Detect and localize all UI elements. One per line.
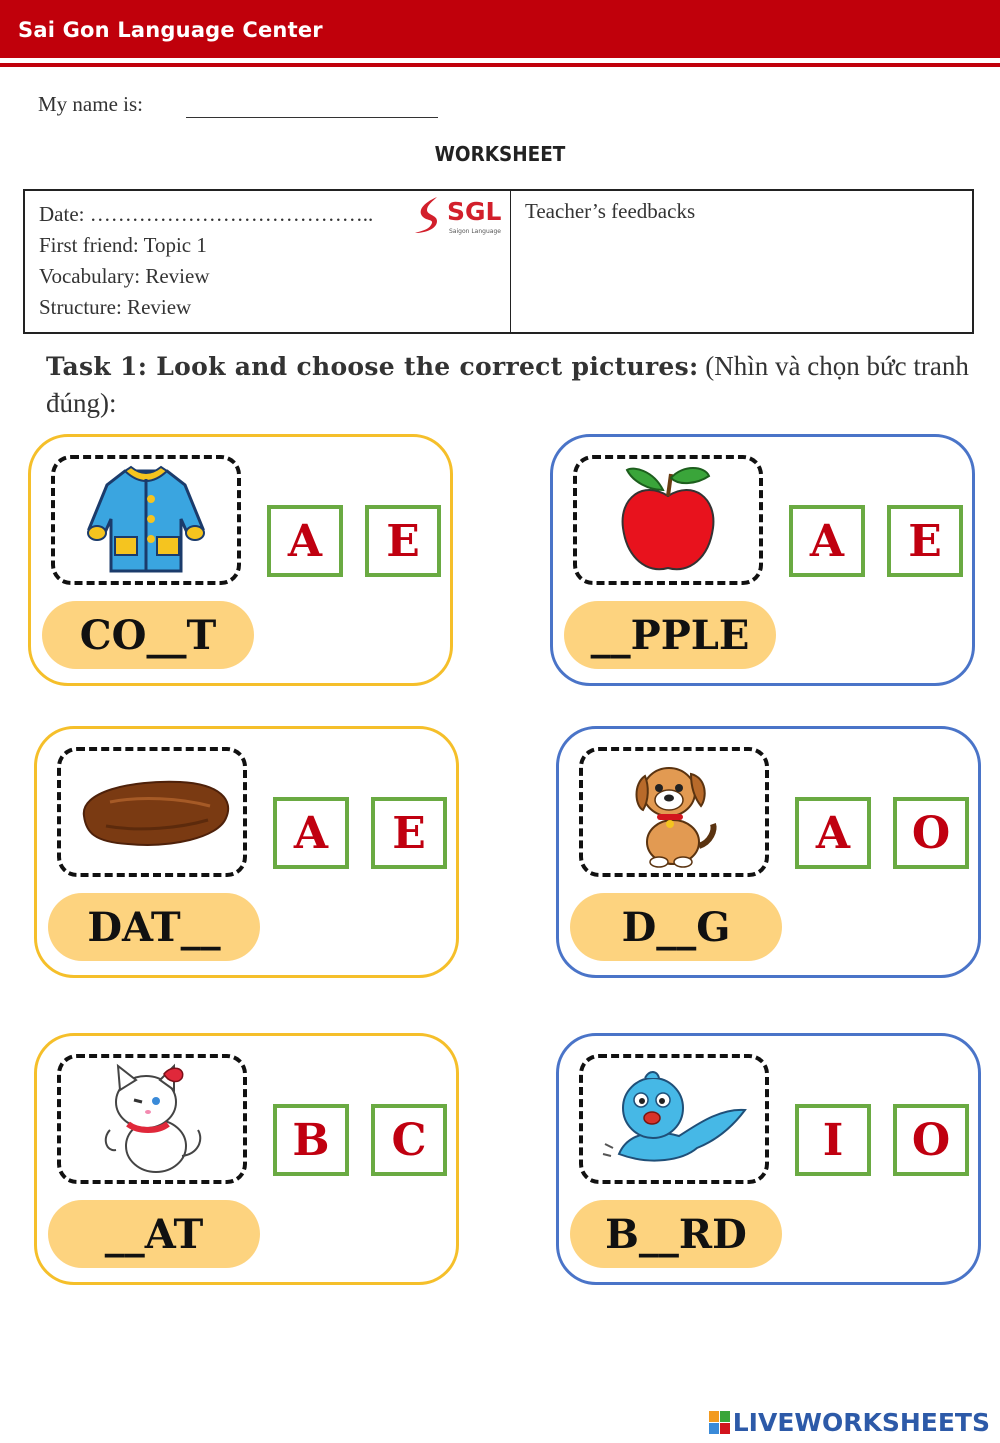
- header-title: Sai Gon Language Center: [18, 18, 323, 42]
- option-box-a[interactable]: A: [789, 505, 865, 577]
- word-pill: CO__T: [42, 601, 254, 669]
- date-fruit-icon: [70, 772, 234, 852]
- task-title: Task 1: Look and choose the correct pictures:: [46, 352, 699, 381]
- topic-line: First friend: Topic 1: [39, 233, 207, 257]
- exercise-card-date: [34, 726, 459, 978]
- sgl-swoosh-icon: [413, 195, 447, 235]
- sgl-logo-subtext: Saigon Language: [449, 228, 501, 235]
- option-box-o[interactable]: O: [893, 797, 969, 869]
- info-table: [23, 189, 974, 334]
- option-box-c[interactable]: C: [371, 1104, 447, 1176]
- header-bar: [0, 0, 1000, 58]
- word-pill: B__RD: [570, 1200, 782, 1268]
- picture-frame: [573, 455, 763, 585]
- date-line: Date: …………………………………..: [39, 202, 374, 226]
- picture-frame: [579, 1054, 769, 1184]
- structure-line: Structure: Review: [39, 295, 192, 319]
- liveworksheets-text: LIVEWORKSHEETS: [732, 1408, 990, 1437]
- picture-frame: [579, 747, 769, 877]
- task-instruction: (Nhìn và chọn bức tranh đúng):: [46, 351, 969, 418]
- vocabulary-line: Vocabulary: Review: [39, 264, 210, 288]
- word-pill: D__G: [570, 893, 782, 961]
- exercise-card-apple: [550, 434, 975, 686]
- exercise-card-coat: [28, 434, 453, 686]
- liveworksheets-logo: [709, 1408, 990, 1437]
- exercise-card-cat: [34, 1033, 459, 1285]
- bird-icon: [599, 1070, 749, 1168]
- cat-icon: [94, 1060, 210, 1178]
- name-label: My name is:: [38, 92, 143, 116]
- liveworksheets-icon: [709, 1411, 731, 1435]
- exercise-card-bird: [556, 1033, 981, 1285]
- dog-icon: [629, 754, 719, 870]
- word-pill: DAT__: [48, 893, 260, 961]
- option-box-b[interactable]: B: [273, 1104, 349, 1176]
- word-pill: __AT: [48, 1200, 260, 1268]
- option-box-e[interactable]: E: [371, 797, 447, 869]
- worksheet-title: WORKSHEET: [434, 142, 566, 166]
- task-heading: [46, 348, 971, 421]
- teacher-feedback-label: Teacher’s feedbacks: [525, 199, 696, 223]
- option-box-e[interactable]: E: [365, 505, 441, 577]
- option-box-e[interactable]: E: [887, 505, 963, 577]
- word-pill: __PPLE: [564, 601, 776, 669]
- option-box-a[interactable]: A: [273, 797, 349, 869]
- sgl-logo: [413, 195, 509, 239]
- header-divider: [0, 63, 1000, 67]
- picture-frame: [57, 747, 247, 877]
- sgl-logo-text: SGL: [447, 197, 502, 226]
- exercise-card-dog: [556, 726, 981, 978]
- apple-icon: [613, 462, 723, 578]
- option-box-a[interactable]: A: [267, 505, 343, 577]
- option-box-a[interactable]: A: [795, 797, 871, 869]
- option-box-o[interactable]: O: [893, 1104, 969, 1176]
- table-divider: [510, 191, 511, 332]
- picture-frame: [51, 455, 241, 585]
- lesson-info: [39, 199, 373, 323]
- name-input-line[interactable]: [186, 117, 438, 118]
- option-box-i[interactable]: I: [795, 1104, 871, 1176]
- picture-frame: [57, 1054, 247, 1184]
- coat-icon: [85, 463, 207, 577]
